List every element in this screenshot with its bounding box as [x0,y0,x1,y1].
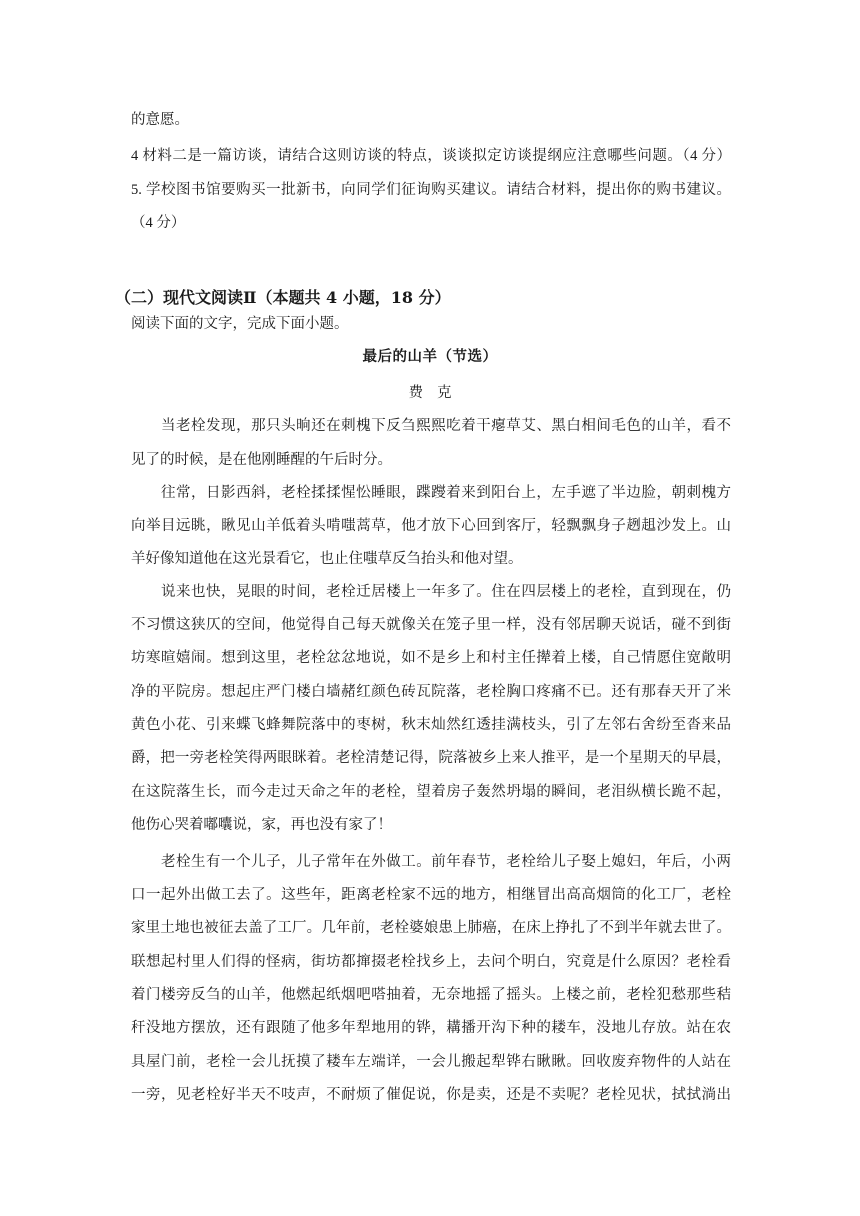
article-line: 他伤心哭着嘟囔说，家，再也没有家了！ [131,817,392,833]
article-line: 老栓生有一个儿子，儿子常年在外做工。前年春节，老栓给儿子娶上媳妇，年后，小两 [161,854,731,870]
article-line: 说来也快，晃眼的时间，老栓迁居楼上一年多了。住在四层楼上的老栓，直到现在，仍 [161,584,731,600]
article-line: 在这院落生长，而今走过天命之年的老栓，望着房子轰然坍塌的瞬间，老泪纵横长跪不起， [131,784,731,800]
article-line: 家里土地也被征去盖了工厂。几年前，老栓婆娘患上肺癌，在床上挣扎了不到半年就去世了。 [131,920,731,936]
article-line: 当老栓发现，那只头晌还在刺槐下反刍熙熙吃着干瘪草艾、黑白相间毛色的山羊，看不 [161,418,731,434]
section-instruction: 阅读下面的文字，完成下面小题。 [131,316,349,332]
question-5-line-1: 5. 学校图书馆要购买一批新书，向同学们征询购买建议。请结合材料，提出你的购书建议。 [131,182,731,198]
article-line: 羊好像知道他在这光景看它，也止住嗤草反刍抬头和他对望。 [131,551,523,567]
article-line: 坊寒暄嬉闹。想到这里，老栓忿忿地说，如不是乡上和村主任撵着上楼，自己情愿住宽敞明 [131,650,731,666]
article-line: 一旁，见老栓好半天不吱声，不耐烦了催促说，你是卖，还是不卖呢？老栓见状，拭拭淌出 [131,1087,731,1103]
article-line: 秆没地方摆放，还有跟随了他多年犁地用的铧，耩播开沟下种的耧车，没地儿存放。站在农 [131,1020,731,1036]
article-line: 往常，日影西斜，老栓揉揉惺忪睡眼，蹀躞着来到阳台上，左手遮了半边脸，朝刺槐方 [161,485,731,501]
continuation-text: 的意愿。 [131,112,189,128]
article-line: 向举目远眺，瞅见山羊低着头啃嗤蒿草，他才放下心回到客厅，轻飘飘身子趔趄沙发上。山 [131,518,731,534]
article-line: 净的平院房。想起庄严门楼白墙赭红颜色砖瓦院落，老栓胸口疼痛不已。还有那春天开了米 [131,684,731,700]
article-line: 口一起外出做工去了。这些年，距离老栓家不远的地方，相继冒出高高烟筒的化工厂，老栓 [131,887,731,903]
question-4: 4 材料二是一篇访谈，请结合这则访谈的特点，谈谈拟定访谈提纲应注意哪些问题。（4 分） [131,148,731,164]
article-author: 费克 [408,385,466,401]
article-line: 不习惯这狭仄的空间，他觉得自己每天就像关在笼子里一样，没有邻居聊天说话，碰不到街 [131,617,731,633]
article-line: 联想起村里人们得的怪病，街坊都撺掇老栓找乡上，去问个明白，究竟是什么原因？老栓看 [131,954,731,970]
article-title: 最后的山羊（节选） [362,348,498,365]
article-line: 爵，把一旁老栓笑得两眼眯着。老栓清楚记得，院落被乡上来人推平，是一个星期天的早晨， [131,750,731,766]
article-line: 着门楼旁反刍的山羊，他燃起纸烟吧嗒抽着，无奈地摇了摇头。上楼之前，老栓犯愁那些秸 [131,987,731,1003]
question-5-line-2: （4 分） [131,215,186,231]
section-heading: （二）现代文阅读Ⅱ（本题共 4 小题，18 分） [115,288,451,307]
article-line: 见了的时候，是在他刚睡醒的午后时分。 [131,452,392,468]
article-line: 黄色小花、引来蝶飞蜂舞院落中的枣树，秋末灿然红透挂满枝头，引了左邻右舍纷至沓来品 [131,717,731,733]
article-line: 具屋门前，老栓一会儿抚摸了耧车左端详，一会儿搬起犁铧右瞅瞅。回收废弃物件的人站在 [131,1054,731,1070]
